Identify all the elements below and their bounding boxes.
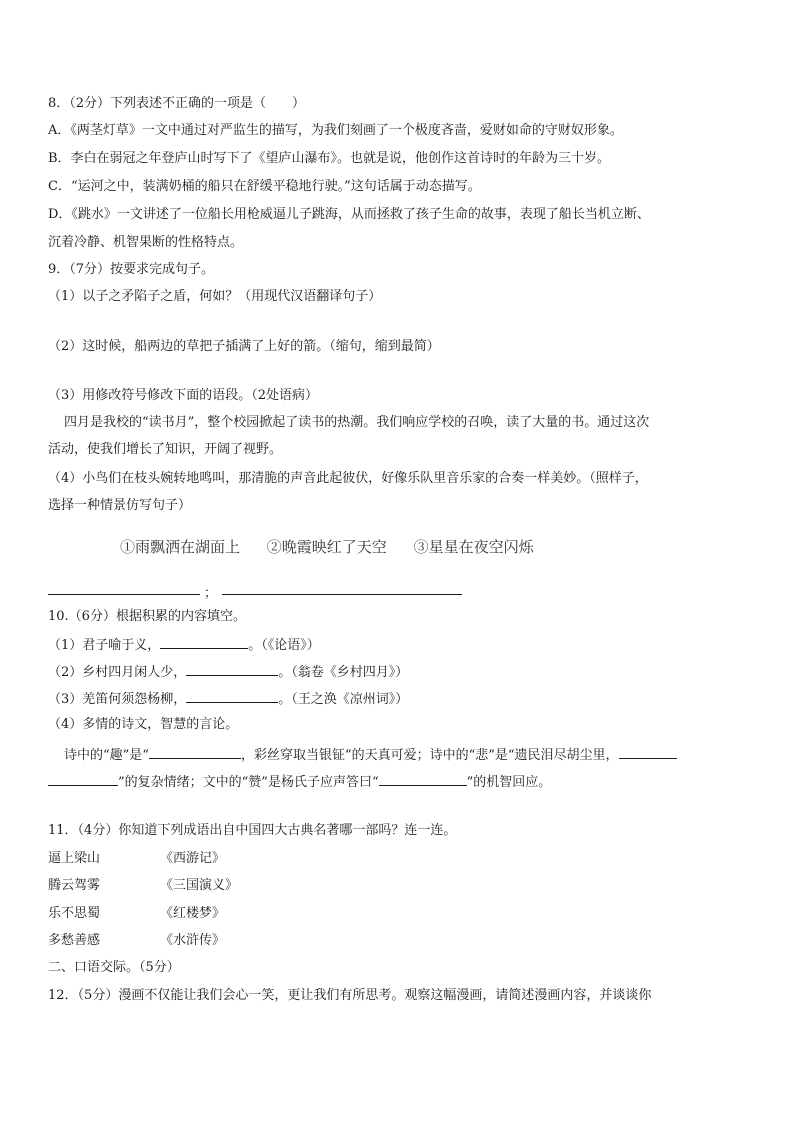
book-1[interactable]: 《西游记》: [160, 851, 226, 866]
q10-item2-blank[interactable]: [186, 662, 278, 676]
q10-item4: （4）多情的诗文，智慧的言论。: [48, 717, 239, 732]
q10-item3-source: 。（王之涣《凉州词》）: [278, 692, 409, 707]
q10-item1-prompt: （1）君子喻于义，: [48, 638, 161, 653]
scene-option-2: ②晚霞映红了天空: [266, 538, 387, 556]
q9-part4-line1: （4）小鸟们在枝头婉转地鸣叫，那清脆的声音此起彼伏，好像乐队里音乐家的合奏一样美妙。（照样子，: [48, 471, 648, 486]
q8-option-b: B．李白在弱冠之年登庐山时写下了《望庐山瀑布》。也就是说，他创作这首诗时的年龄为三十岁。: [48, 151, 611, 166]
q9-answer-separator: ；: [204, 586, 218, 601]
q12-stem: 12．（5分）漫画不仅能让我们会心一笑，更让我们有所思考。观察这幅漫画，请简述漫画内容，并谈谈你: [48, 988, 652, 1003]
q9-scene-options: [120, 537, 556, 557]
q10-item4-text-line2: [48, 772, 551, 792]
idiom-2[interactable]: 腾云驾雾: [48, 878, 101, 893]
q10-stem: 10.（6分）根据积累的内容填空。: [48, 609, 246, 624]
q10-item4-text-c: ”的复杂情绪；文中的“赞”是杨氏子应声答曰“: [118, 775, 379, 790]
book-4[interactable]: 《水浒传》: [160, 933, 226, 948]
q9-part1: （1）以子之矛陷子之盾，何如？（用现代汉语翻译句子）: [48, 289, 382, 304]
q10-item4-blank-1[interactable]: [149, 745, 241, 759]
q8-option-a: A．《两茎灯草》一文中通过对严监生的描写，为我们刻画了一个极度吝啬，爱财如命的守财奴形象。: [48, 123, 623, 138]
q10-item1-blank[interactable]: [160, 635, 248, 649]
q8-option-d: D．《跳水》一文讲述了一位船长用枪威逼儿子跳海，从而拯救了孩子生命的故事，表现了船长当机立断、: [48, 207, 650, 222]
q10-item4-text-a: 诗中的“趣”是“: [64, 748, 149, 763]
q9-part3: （3）用修改符号修改下面的语段。（2处语病）: [48, 388, 319, 403]
q9-part2: （2）这时候，船两边的草把子插满了上好的箭。（缩句，缩到最简）: [48, 339, 440, 354]
book-2[interactable]: 《三国演义》: [160, 878, 239, 893]
q10-item2: [48, 662, 408, 682]
q8-stem: 8．（2分）下列表述不正确的一项是（ ）: [48, 96, 306, 111]
q10-item1-source: 。（《论语》）: [248, 638, 320, 653]
scene-option-1: ①雨飘洒在湖面上: [120, 538, 241, 556]
q10-item4-text-line1: [64, 745, 677, 765]
idiom-4[interactable]: 多愁善感: [48, 933, 101, 948]
q8-option-c: C．“运河之中，装满奶桶的船只在舒缓平稳地行驶。”这句话属于动态描写。: [48, 179, 481, 194]
q10-item3-prompt: （3）羌笛何须怨杨柳，: [48, 692, 187, 707]
q10-item4-text-d: ”的机智回应。: [466, 775, 552, 790]
q10-item4-blank-3[interactable]: [379, 772, 467, 786]
q10-item4-blank-2a[interactable]: [619, 745, 677, 759]
idiom-3[interactable]: 乐不思蜀: [48, 906, 101, 921]
q9-stem: 9．（7分）按要求完成句子。: [48, 262, 215, 277]
section-heading-oral-communication: 二、口语交际。（5分）: [48, 960, 180, 975]
q10-item3: [48, 689, 408, 709]
q10-item1: [48, 635, 320, 655]
q9-answer-blank-1[interactable]: [48, 594, 200, 595]
q8-option-d-continued: 沉着冷静、机智果断的性格特点。: [48, 235, 244, 250]
q9-part3-passage-line2: 活动，使我们增长了知识，开阔了视野。: [48, 442, 283, 457]
q10-item4-blank-2b[interactable]: [48, 772, 118, 786]
q10-item2-prompt: （2）乡村四月闲人少，: [48, 665, 187, 680]
q9-answer-blank-2[interactable]: [222, 594, 462, 595]
idiom-1[interactable]: 逼上梁山: [48, 851, 101, 866]
q9-part3-passage-line1: 四月是我校的“读书月”，整个校园掀起了读书的热潮。我们响应学校的召唤，读了大量的书。通过这次: [64, 415, 650, 430]
q9-part4-line2: 选择一种情景仿写句子）: [48, 498, 192, 513]
q10-item3-blank[interactable]: [186, 689, 278, 703]
book-3[interactable]: 《红楼梦》: [160, 906, 226, 921]
scene-option-3: ③星星在夜空闪烁: [413, 538, 534, 556]
q10-item2-source: 。（翁卷《乡村四月》）: [278, 665, 409, 680]
q11-stem: 11．（4分）你知道下列成语出自中国四大古典名著哪一部吗？连一连。: [48, 823, 457, 838]
q10-item4-text-b: ，彩丝穿取当银钲”的天真可爱；诗中的“悲”是“遗民泪尽胡尘里，: [240, 748, 619, 763]
